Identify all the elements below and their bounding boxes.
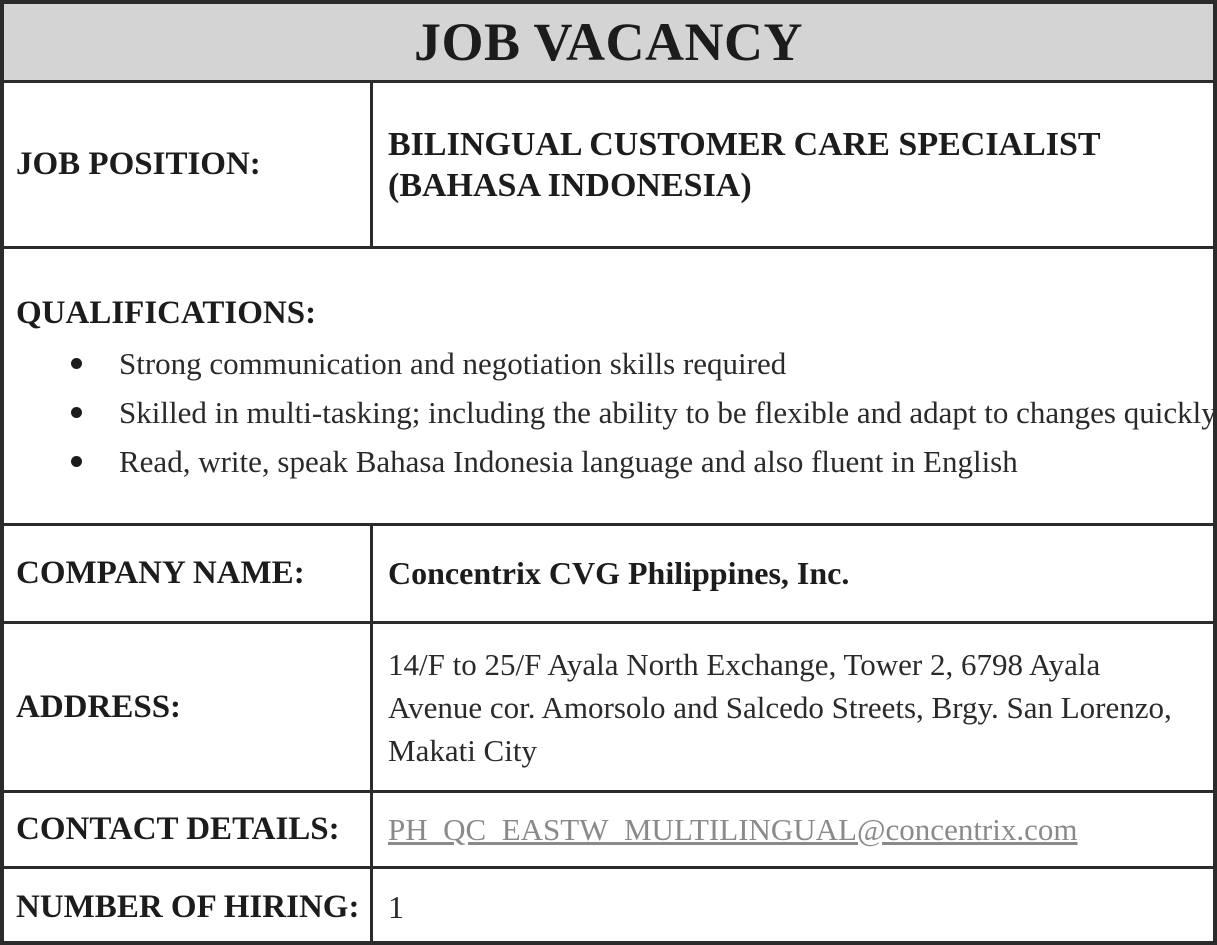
address-line-3: Makati City <box>388 732 537 768</box>
address-line-1: 14/F to 25/F Ayala North Exchange, Tower 2, 6798 Ayala <box>388 646 1101 682</box>
job-position-line-2: (BAHASA INDONESIA) <box>388 166 752 204</box>
address-label: ADDRESS: <box>4 624 373 790</box>
address-line-2: Avenue cor. Amorsolo and Salcedo Streets, Brgy. San Lorenzo, <box>388 689 1172 725</box>
list-item <box>16 339 1201 388</box>
qualification-text: Skilled in multi-tasking; including the ability to be flexible and adapt to changes quickly <box>119 395 1217 430</box>
list-item <box>16 437 1201 486</box>
qualifications-heading: QUALIFICATIONS: <box>16 295 317 331</box>
qualification-text: Strong communication and negotiation skills required <box>119 346 787 381</box>
bullet-icon <box>71 456 82 467</box>
company-row <box>4 526 1213 624</box>
page-title: JOB VACANCY <box>4 4 1213 83</box>
contact-value <box>373 793 1213 866</box>
company-value: Concentrix CVG Philippines, Inc. <box>388 555 850 591</box>
job-position-value <box>373 83 1213 246</box>
contact-email-link[interactable]: PH_QC_EASTW_MULTILINGUAL@concentrix.com <box>388 811 1078 847</box>
job-position-label: JOB POSITION: <box>4 83 373 246</box>
contact-label: CONTACT DETAILS: <box>4 793 373 866</box>
qualifications-row <box>4 249 1217 526</box>
job-position-row <box>4 83 1213 249</box>
company-label: COMPANY NAME: <box>4 526 373 621</box>
hiring-value: 1 <box>388 888 404 925</box>
address-value <box>373 624 1213 790</box>
list-item <box>16 388 1217 437</box>
bullet-icon <box>71 358 82 369</box>
hiring-row <box>4 869 1213 945</box>
qualifications-list <box>16 339 1217 486</box>
hiring-label: NUMBER OF HIRING: <box>4 869 373 945</box>
contact-row <box>4 793 1213 869</box>
job-position-line-1: BILINGUAL CUSTOMER CARE SPECIALIST <box>388 125 1101 163</box>
qualification-text: Read, write, speak Bahasa Indonesia language and also fluent in English <box>119 444 1018 479</box>
bullet-icon <box>71 407 82 418</box>
address-row <box>4 624 1213 793</box>
